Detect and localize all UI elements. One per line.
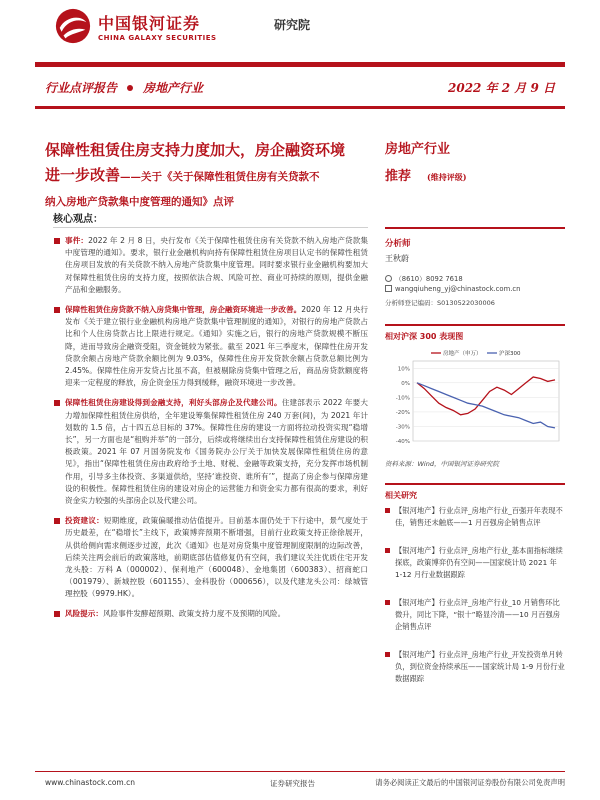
main-content [53,227,368,760]
footer-website[interactable]: www.chinastock.com.cn [45,778,135,787]
analyst-name: 王秋蔚 [385,254,409,263]
footer-divider [35,771,565,772]
paragraph-text: 2022 年 2 月 8 日，央行发布《关于保障性租赁住房有关贷款不纳入房地产贷款集中度管理的通知》。要求，银行业金融机构向持有保障性租赁住房项目认定书的保障性租赁住房项目发放的有关贷款不纳入房地产贷款集中度管理。同时要求银行业金融机构要加大对保障性租赁住房的支持力度，按照依法合规、风险可控、商业可持续的原则，提供金融产品和金融服务。 [65,236,368,294]
logo-chinese-name: 中国银河证券 [98,14,201,33]
analyst-cert: 分析师登记编码：S0130522030006 [385,299,495,307]
chart-title: 相对沪深 300 表现图 [385,324,565,342]
key-view-label: 核心观点： [53,214,103,225]
company-logo [54,7,311,47]
paragraph-text: 短期维度，政策偏暖推动估值提升。目前基本面仍处于下行途中，景气度处于历史最差，在“稳增长”主线下，政策博弈预期不断增强，目前行业政策支持正徐徐展开，从供给侧向需求侧逐步过渡，此次《通知》也是对房贷集中度管理制度限制的边际改善，后续关注两会前后的政策落地，前期底部估值修复仍有空间，我们建议关注优质住宅开发龙头股：万科 A（000002）、保利地产（600048）、金地集团（600383）、招商蛇口（001979）、新城控股（601155）、金科股份（000656），以及代建龙头公司：绿城管理控股（9979.HK）。 [65,516,369,599]
paragraph-lead: 保障性租赁住房建设得到金融支持，利好头部房企及代建公司。 [65,398,282,408]
phone-text: （8610）8092 7618 [395,275,463,283]
report-meta-row [35,76,565,98]
sidebar-industry: 房地产行业 [385,142,451,157]
footer-disclaimer: 请务必阅读正文最后的中国银河证券股份有限公司免责声明 [375,778,565,787]
report-title: 保障性租赁住房支持力度加大，房企融资环境 [45,141,346,159]
analyst-email[interactable] [385,285,520,293]
chart-source: 资料来源：Wind，中国银河证券研究院 [385,460,499,468]
chart-legend-label: 沪深300 [499,351,521,357]
rating-note: (维持评级) [427,172,467,182]
related-research [385,483,565,701]
paragraph-investment-advice [53,515,368,600]
paragraph-lead: 投资建议： [65,516,104,526]
paragraph-financial-support [53,397,368,507]
paragraph-lead: 保障性租赁住房贷款不纳入房贷集中管理，房企融资环境进一步改善。 [65,305,302,315]
footer-report-label: 证券研究报告 [270,779,315,788]
chart-legend-label: 房地产（申万） [443,351,482,357]
email-icon [385,285,392,292]
report-type: 行业点评报告 [45,81,118,95]
analyst-phone [385,273,463,283]
related-item[interactable]: 【银河地产】行业点评_房地产行业_开发投资单月转负，到位资金持续承压——国家统计局 1-9 月份行业数据跟踪 [385,649,565,685]
chart-series-line [417,383,555,428]
paragraph-event [53,235,368,296]
chart-y-tick: 0% [401,380,410,387]
related-title: 相关研究 [385,491,417,500]
related-item[interactable]: 【银河地产】行业点评_房地产行业_百强开年表现不佳，销售还未触底——1 月百强房企销售点评 [385,505,565,529]
rating-value: 推荐 [385,169,412,184]
phone-icon [385,275,392,282]
chart-y-tick: -10% [395,395,410,402]
analyst-info [385,227,565,317]
paragraph-text: 2020 年 12 月央行发布《关于建立银行业金融机构房地产贷款集中管理制度的通知》，对银行的房地产贷款占比和个人住房贷款占比上限进行规定。《通知》实施之后，银行的房地产贷款规模不断压降，进而导致房企融资受阻，资金链较为紧张。截至 2021 年三季度末，保障性住房开发贷款余额占房地产贷款余额比例为 9.03%，保障性住房开发贷款余额占贷款总额比例为 2.45%。保障性住房开发贷占比虽不高，但被剔除房贷集中管理之后，商品房贷款额度将迎来一定程度的释放，房企资金压力得到缓释，融资环境进一步改善。 [65,305,368,388]
bullet-icon [127,85,133,91]
subtitle-line3: 纳入房地产贷款集中度管理的通知》点评 [45,196,234,208]
report-date: 2022 年 2 月 9 日 [448,81,555,95]
galaxy-logo-icon [54,7,92,45]
research-dept: 研究院 [274,18,311,32]
logo-english-name: CHINA GALAXY SECURITIES [98,34,217,42]
performance-chart-svg [385,345,565,455]
subtitle-rest: ——关于《关于保障性租赁住房有关贷款不 [120,171,320,183]
email-text: wangqiuheng_yj@chinastock.com.cn [395,285,521,293]
chart-y-tick: -40% [395,439,410,445]
report-industry: 房地产行业 [143,81,204,95]
performance-chart [385,345,565,455]
paragraph-lead: 事件： [65,236,89,245]
chart-y-tick: -30% [395,424,410,431]
header-divider-top [35,62,565,67]
chart-y-tick: -20% [395,409,410,416]
related-item[interactable]: 【银河地产】行业点评_房地产行业_基本面指标继续探底，政策博弈仍有空间——国家统计局 2021 年 1-12 月行业数据跟踪 [385,545,565,581]
subtitle-lead: 进一步改善 [45,166,121,184]
related-item[interactable]: 【银河地产】行业点评_房地产行业_10 月销售环比微升，同比下降，“银十”略显冷清——10 月百强房企销售点评 [385,597,565,633]
paragraph-risk [53,608,368,620]
sidebar-rating [385,165,467,184]
chart-y-tick: 10% [397,366,410,373]
header-divider-bottom [35,106,565,109]
report-subtitle [45,163,370,215]
paragraph-lead: 风险提示： [65,608,103,618]
analyst-label: 分析师 [385,239,411,249]
paragraph-text: 风险事件发酵超预期、政策支持力度不及预期的风险。 [102,608,286,618]
chart-frame [413,361,559,441]
paragraph-loan-policy [53,304,368,389]
paragraph-text: 住建部表示 2022 年要大力增加保障性租赁住房供给，全年建设筹集保障性租赁住房 240 万套(间)，为 2021 年计划数的 1.5 倍，占十四五总目标的 37%。保障性住房的建设一方面将拉动投资实现“稳增长”，另一方面也是“租购并举”的一部分，后续或将继续出台支持保障性租赁住房建设的积极政策。2021 年 07 月国务院发布《国务院办公厅关于加快发展保障性租赁住房的意见》，指出“保障性租赁住房由政府给予土地、财税、金融等政策支持，充分发挥市场机制作用，引导多主体投资、多渠道供给，坚持‘谁投资、谁所有’”，提高了房企参与保障房建设的积极性。保障性租赁住房的建设对房企的运营能力和资金实力都有很高的要求，利好资金实力较强的头部房企以及代建公司。 [65,398,368,506]
